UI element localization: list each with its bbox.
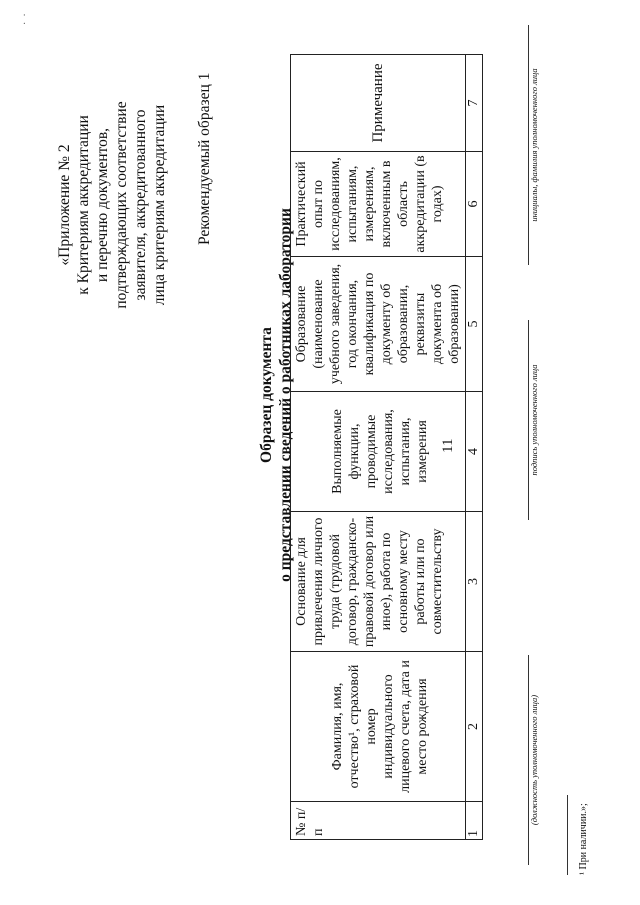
appendix-line: к Критериям аккредитации bbox=[75, 115, 92, 295]
column-number: 1 bbox=[466, 802, 483, 840]
header-cell-name: Фамилия, имя, отчество¹, страховой номер индивидуального лицевого счета, дата и место рождения bbox=[291, 652, 466, 802]
title-line-1: Образец документа bbox=[258, 327, 275, 463]
workers-table bbox=[290, 54, 483, 840]
column-number: 3 bbox=[466, 512, 483, 652]
signature-caption: подпись уполномоченного лица bbox=[529, 364, 539, 476]
header-cell-experience: Практический опыт по исследованиям, испытаниям, измерениям, включенным в область аккредитации (в годах) bbox=[291, 152, 466, 257]
appendix-line: и перечню документов, bbox=[94, 127, 111, 283]
column-number: 5 bbox=[466, 257, 483, 392]
appendix-line: заявителя, аккредитованного bbox=[132, 109, 149, 301]
column-number: 6 bbox=[466, 152, 483, 257]
table-header-row bbox=[291, 55, 466, 840]
signature-sign bbox=[528, 320, 539, 520]
appendix-line: подтверждающих соответствие bbox=[113, 101, 130, 309]
column-number: 4 bbox=[466, 392, 483, 512]
footnote-divider bbox=[567, 795, 568, 875]
signature-initials bbox=[528, 25, 539, 265]
recommended-sample-label: Рекомендуемый образец 1 bbox=[196, 72, 213, 245]
column-number: 7 bbox=[466, 55, 483, 152]
appendix-line: «Приложение № 2 bbox=[56, 144, 73, 266]
table-number-row bbox=[466, 55, 483, 840]
header-cell-education: Образование (наименование учебного заведения, год окончания, квалификация по документу об образовании, реквизиты документа об образовании) bbox=[291, 257, 466, 392]
title-line-2: о представлении сведений о работниках лаборатории bbox=[277, 208, 294, 582]
footnote: ¹ При наличии.»; bbox=[578, 803, 589, 875]
column-number: 2 bbox=[466, 652, 483, 802]
header-cell-basis: Основание для привлечения личного труда (трудовой договор, гражданско-правовой договор или иное), работа по основному месту работы или по совместительству bbox=[291, 512, 466, 652]
appendix-header bbox=[55, 45, 169, 365]
signature-caption: инициалы, фамилия уполномоченного лица bbox=[529, 68, 539, 222]
signature-position bbox=[528, 655, 539, 865]
header-cell-functions: Выполняемые функции, проводимые исследования, испытания, измерения bbox=[291, 392, 466, 512]
page-number: 11 bbox=[440, 438, 456, 453]
header-cell-number: № п/п bbox=[291, 802, 466, 840]
signature-caption: (должность уполномоченного лица) bbox=[529, 694, 539, 826]
header-cell-note: Примечание bbox=[291, 55, 466, 152]
appendix-line: лица критериям аккредитации bbox=[151, 104, 168, 306]
scan-marks: · · bbox=[20, 13, 31, 25]
